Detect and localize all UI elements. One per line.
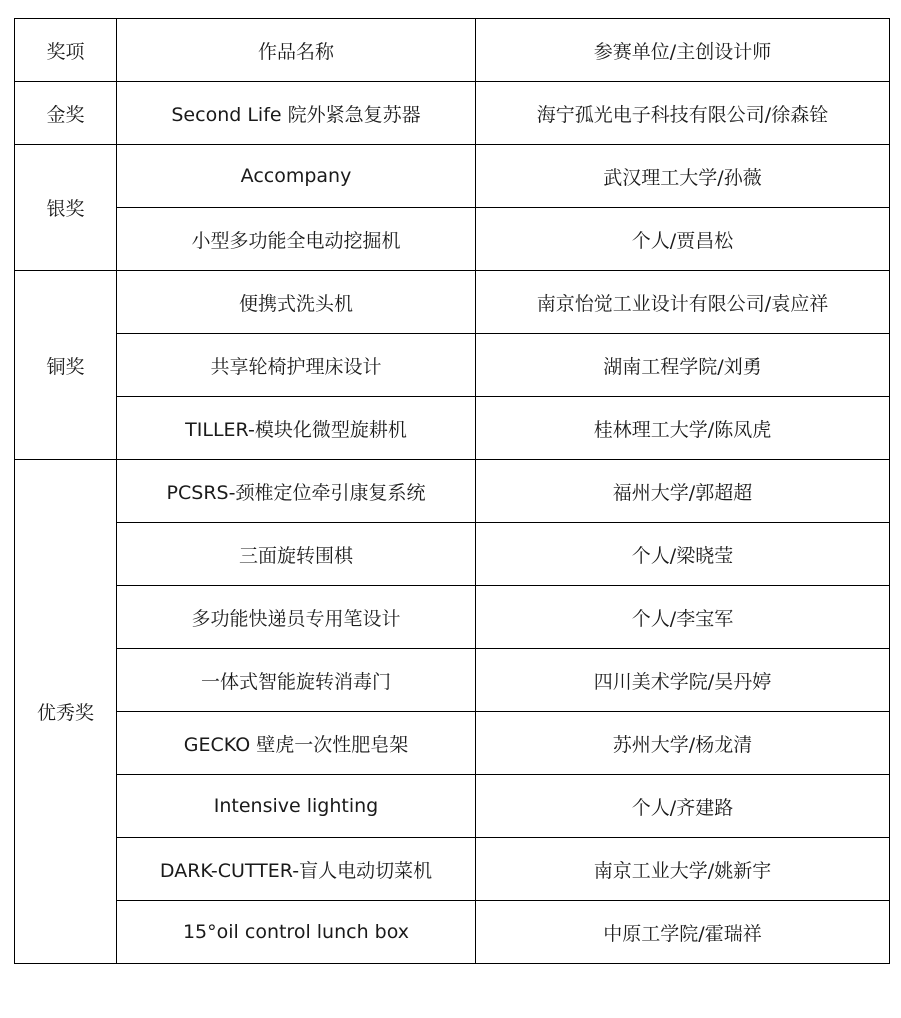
table-row — [15, 775, 890, 838]
work-name-cell: DARK-CUTTER-盲人电动切菜机 — [117, 838, 476, 901]
table-row — [15, 712, 890, 775]
work-name-cell: TILLER-模块化微型旋耕机 — [117, 397, 476, 460]
entrant-cell: 武汉理工大学/孙薇 — [476, 145, 890, 208]
work-name-cell: Second Life 院外紧急复苏器 — [117, 82, 476, 145]
table-row — [15, 271, 890, 334]
entrant-cell: 四川美术学院/吴丹婷 — [476, 649, 890, 712]
table-row — [15, 523, 890, 586]
entrant-cell: 个人/齐建路 — [476, 775, 890, 838]
entrant-cell: 个人/贾昌松 — [476, 208, 890, 271]
work-name-cell: PCSRS-颈椎定位牵引康复系统 — [117, 460, 476, 523]
table-row — [15, 586, 890, 649]
entrant-cell: 湖南工程学院/刘勇 — [476, 334, 890, 397]
table-row — [15, 901, 890, 964]
work-name-cell: GECKO 壁虎一次性肥皂架 — [117, 712, 476, 775]
entrant-cell: 中原工学院/霍瑞祥 — [476, 901, 890, 964]
work-name-cell: Intensive lighting — [117, 775, 476, 838]
work-name-cell: 一体式智能旋转消毒门 — [117, 649, 476, 712]
table-row — [15, 82, 890, 145]
header-entrant: 参赛单位/主创设计师 — [476, 19, 890, 82]
entrant-cell: 个人/梁晓莹 — [476, 523, 890, 586]
entrant-cell: 个人/李宝军 — [476, 586, 890, 649]
award-cell-bronze: 铜奖 — [15, 271, 117, 460]
entrant-cell: 苏州大学/杨龙清 — [476, 712, 890, 775]
work-name-cell: 多功能快递员专用笔设计 — [117, 586, 476, 649]
table-row — [15, 649, 890, 712]
award-cell-gold: 金奖 — [15, 82, 117, 145]
entrant-cell: 海宁孤光电子科技有限公司/徐森铨 — [476, 82, 890, 145]
entrant-cell: 南京工业大学/姚新宇 — [476, 838, 890, 901]
entrant-cell: 福州大学/郭超超 — [476, 460, 890, 523]
award-cell-excellence: 优秀奖 — [15, 460, 117, 964]
entrant-cell: 南京怡觉工业设计有限公司/袁应祥 — [476, 271, 890, 334]
table-row — [15, 460, 890, 523]
work-name-cell: 三面旋转围棋 — [117, 523, 476, 586]
awards-table — [14, 18, 890, 964]
work-name-cell: 小型多功能全电动挖掘机 — [117, 208, 476, 271]
table-row — [15, 334, 890, 397]
work-name-cell: Accompany — [117, 145, 476, 208]
work-name-cell: 共享轮椅护理床设计 — [117, 334, 476, 397]
table-row — [15, 208, 890, 271]
work-name-cell: 便携式洗头机 — [117, 271, 476, 334]
work-name-cell: 15°oil control lunch box — [117, 901, 476, 964]
award-cell-silver: 银奖 — [15, 145, 117, 271]
header-row — [15, 19, 890, 82]
header-award: 奖项 — [15, 19, 117, 82]
table-row — [15, 145, 890, 208]
table-row — [15, 838, 890, 901]
header-work-name: 作品名称 — [117, 19, 476, 82]
entrant-cell: 桂林理工大学/陈凤虎 — [476, 397, 890, 460]
table-row — [15, 397, 890, 460]
